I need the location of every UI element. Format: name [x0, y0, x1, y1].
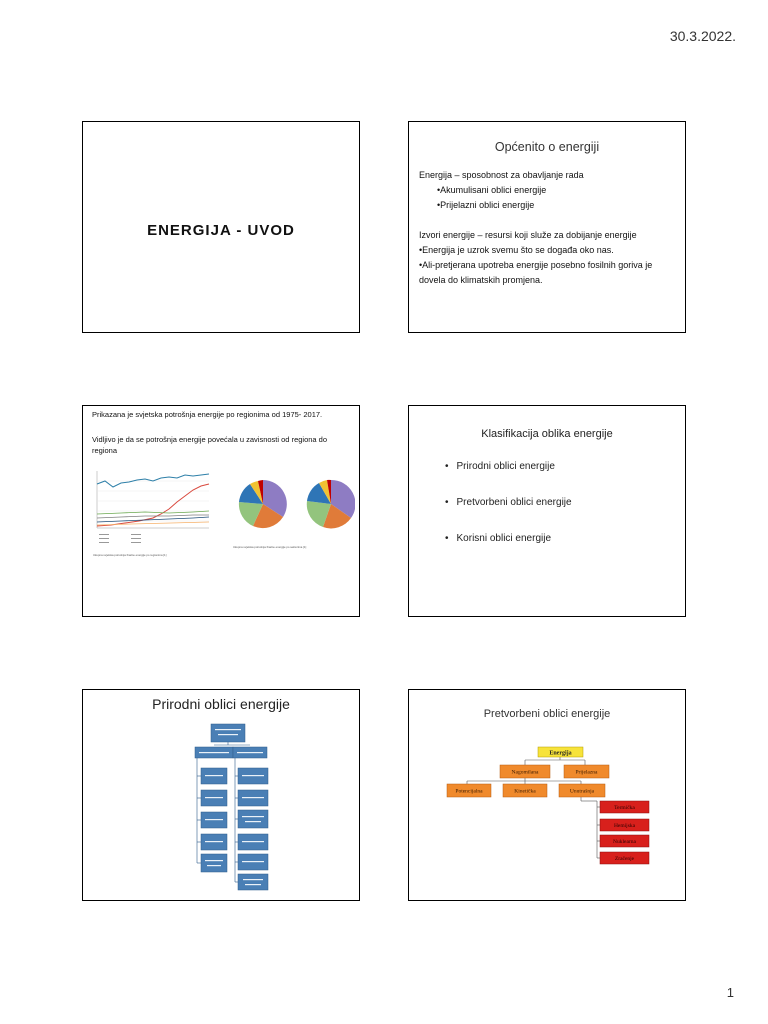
sector-pie-chart-2 [307, 480, 355, 529]
slide-2-line: •Energija je uzrok svemu što se događa oko nas. [419, 245, 614, 255]
node-label: Termička [614, 805, 635, 811]
slide-2-title: Općenito o energiji [494, 140, 600, 154]
list-item: • Pretvorbeni oblici energije [445, 497, 572, 533]
slide-1-title: ENERGIJA - UVOD [147, 222, 295, 239]
node-label: Nuklearna [613, 839, 636, 845]
slide-4-list [445, 461, 572, 569]
energy-root-node [538, 747, 583, 757]
slide-3-thumbnail[interactable] [82, 405, 360, 617]
slide-2-line: Energija – sposobnost za obavljanje rada [419, 170, 584, 180]
node-label: Zračenje [614, 856, 635, 862]
slide-3-text-2: Vidljivo je da se potrošnja energije povećala u zavisnosti od regiona do regiona [92, 435, 328, 455]
node-label: Energija [549, 750, 572, 757]
regional-consumption-line-chart [97, 471, 209, 543]
slide-5-thumbnail[interactable] [82, 689, 360, 901]
slide-1-thumbnail[interactable] [82, 121, 360, 333]
slide-4-thumbnail[interactable] [408, 405, 686, 617]
slide-6-title: Pretvorbeni oblici energije [483, 708, 611, 720]
list-item: • Korisni oblici energije [445, 533, 572, 569]
slide-3-text-1: Prikazana je svjetska potrošnja energije po regionima od 1975- 2017. [92, 410, 323, 419]
node-label: Prijelazna [575, 769, 598, 776]
slide-5-title: Prirodni oblici energije [152, 696, 290, 712]
slide-6-thumbnail[interactable] [408, 689, 686, 901]
chart-caption-left: Ukupna svjetska potrošnja finalne energije po regionima [1] [93, 553, 167, 557]
slide-2-line: •Ali-pretjerana upotreba energije posebno fosilnih goriva je dovela do klimatskih promjena. [419, 260, 653, 285]
node-label: Hemijska [613, 823, 636, 829]
node-label: Potencijalna [455, 788, 483, 795]
slide-2-body [419, 168, 681, 288]
node-label: Unutrašnja [569, 788, 595, 795]
slide-2-thumbnail[interactable] [408, 121, 686, 333]
page-number: 1 [726, 985, 734, 1000]
chart-caption-right: Ukupna svjetska potrošnja finalne energije po sektorima [1] [233, 545, 307, 549]
natural-energy-forms-diagram [83, 690, 360, 901]
converted-energy-forms-diagram [409, 690, 686, 901]
node-label: Kinetička [514, 788, 536, 795]
node-label: Nagomilana [511, 769, 539, 776]
page-date: 30.3.2022. [669, 28, 736, 44]
list-item: • Prirodni oblici energije [445, 461, 572, 497]
slide-3-charts-image [91, 466, 355, 566]
sector-pie-chart-1 [239, 480, 287, 528]
slide-2-line: •Prijelazni oblici energije [437, 200, 535, 210]
slide-2-line: Izvori energije – resursi koji služe za dobijanje energije [419, 230, 637, 240]
slide-2-line: •Akumulisani oblici energije [437, 185, 547, 195]
slide-4-title: Klasifikacija oblika energije [481, 428, 613, 440]
